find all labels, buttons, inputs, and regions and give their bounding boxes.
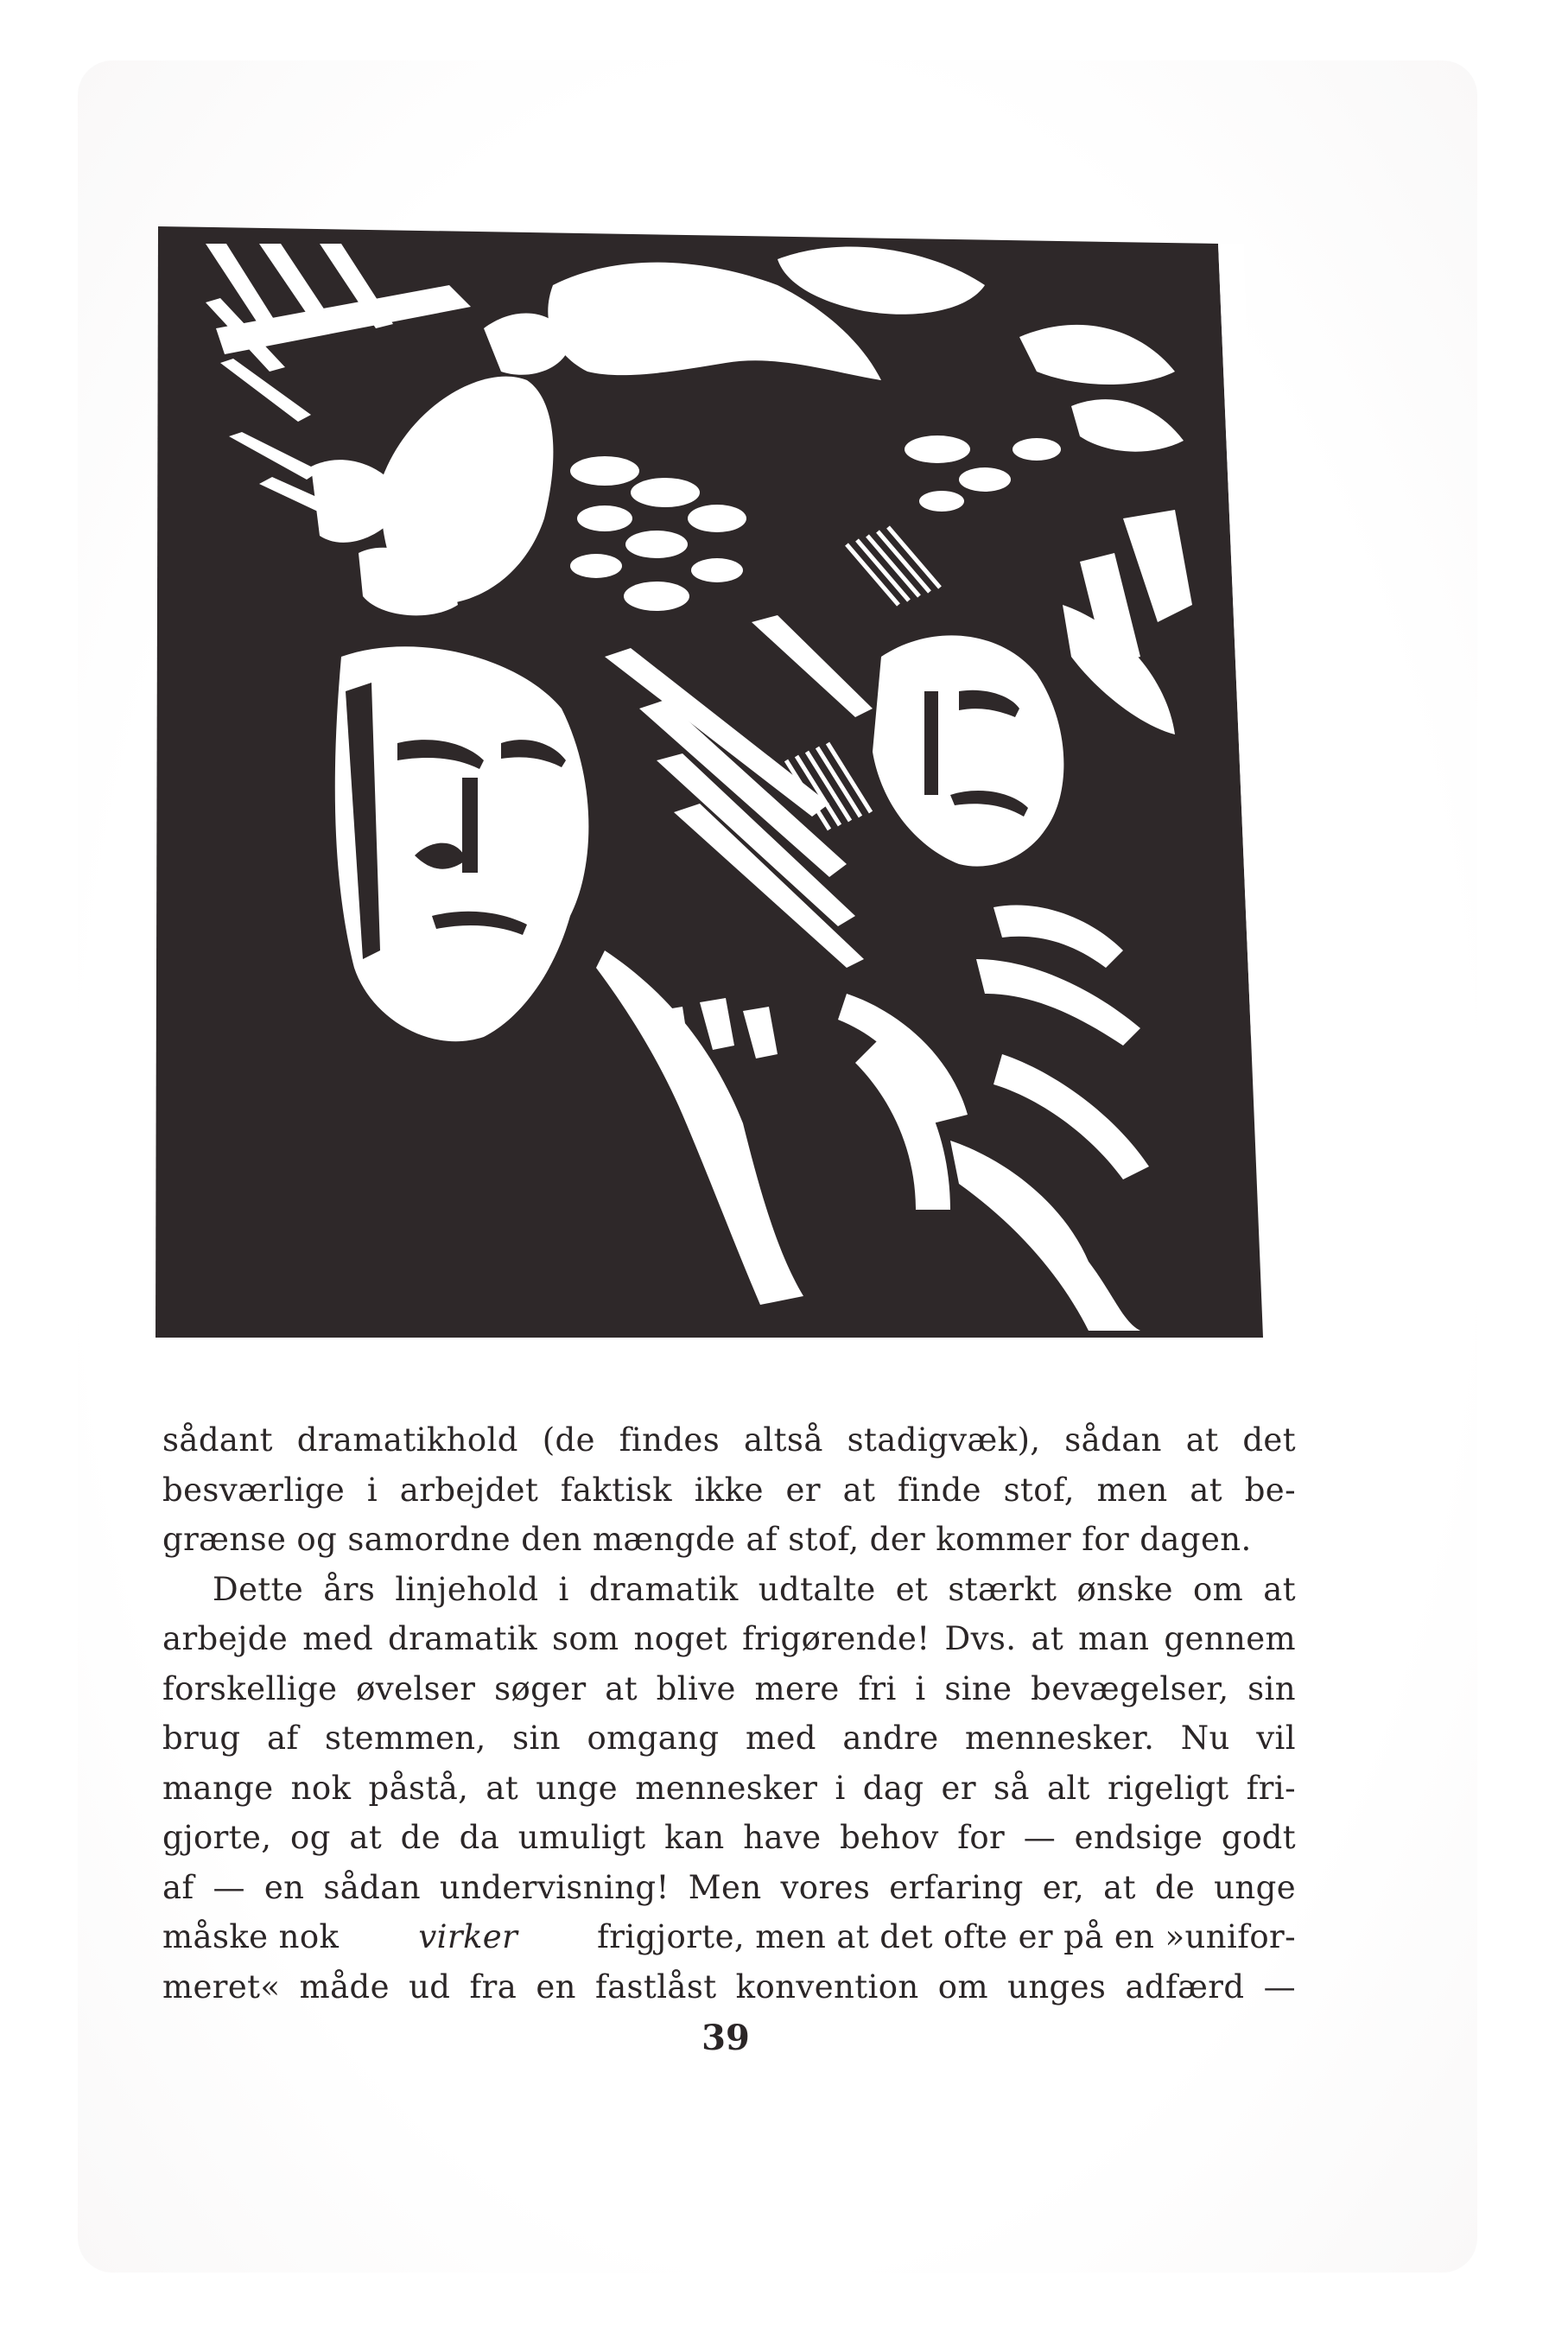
text-line: mange nok påstå, at unge mennesker i dag er så alt rigeligt fri-	[162, 1769, 1296, 1807]
text-line: grænse og samordne den mængde af stof, der kommer for dagen.	[162, 1521, 1252, 1558]
text-segment: frigjorte, men at det ofte er på en »unifor-	[597, 1918, 1296, 1955]
text-line: af — en sådan undervisning! Men vores erfaring er, at de unge	[162, 1868, 1296, 1906]
body-text	[162, 1415, 1296, 2012]
text-segment: måske nok	[162, 1918, 340, 1955]
text-line: forskellige øvelser søger at blive mere fri i sine bevægelser, sin	[162, 1669, 1296, 1707]
text-line: Dette års linjehold i dramatik udtalte et stærkt ønske om at	[213, 1570, 1296, 1608]
text-line: sådant dramatikhold (de findes altså stadigvæk), sådan at det	[162, 1421, 1296, 1459]
emphasized-word: virker	[418, 1918, 518, 1955]
text-line-mixed	[162, 1912, 1296, 1962]
text-line: besværlige i arbejdet faktisk ikke er at finde stof, men at be-	[162, 1471, 1296, 1509]
text-line: brug af stemmen, sin omgang med andre mennesker. Nu vil	[162, 1720, 1296, 1757]
page-number: 39	[701, 2018, 750, 2058]
text-line: gjorte, og at de da umuligt kan have behov for — endsige godt	[162, 1819, 1296, 1856]
text-line: arbejde med dramatik som noget frigørende! Dvs. at man gennem	[162, 1620, 1296, 1657]
text-line: meret« måde ud fra en fastlåst konvention om unges adfærd —	[162, 1967, 1296, 2006]
